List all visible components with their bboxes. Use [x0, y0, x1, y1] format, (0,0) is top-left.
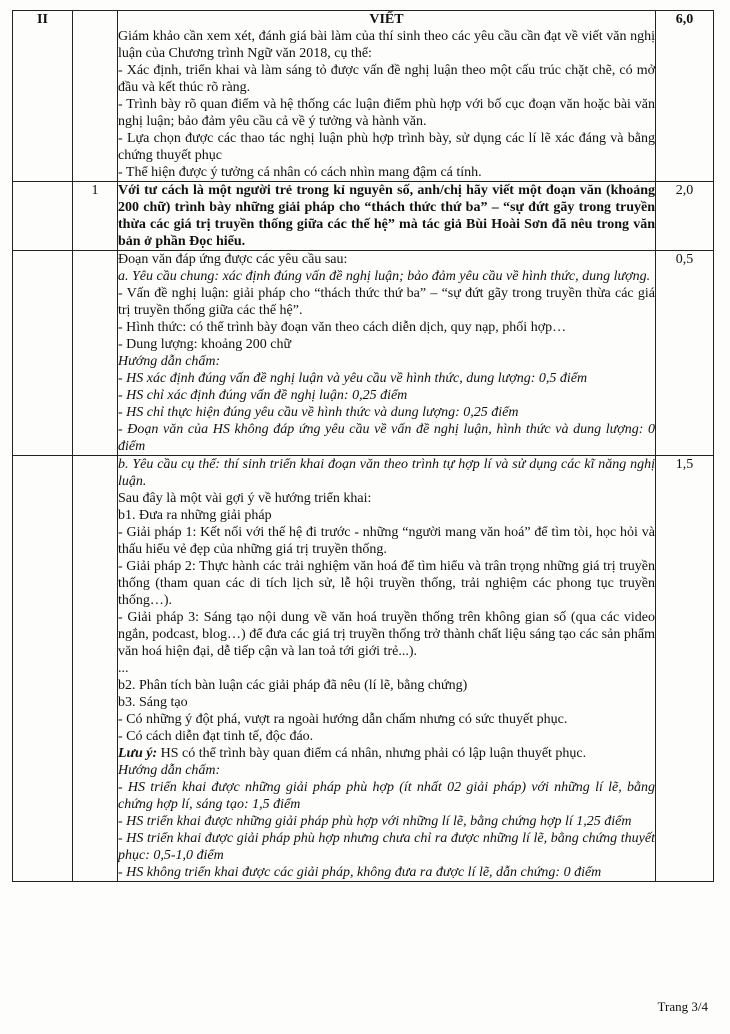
section-intro-2: - Trình bày rõ quan điểm và hệ thống các luận điểm phù hợp với bố cục đoạn văn hoặc bài văn nghị luận; bảo đảm yêu cầu cả về ý tưởng và hành văn. — [118, 97, 655, 129]
part-b-solution-1: - Giải pháp 2: Thực hành các trải nghiệm văn hoá để tìm hiểu và trân trọng những giá trị truyền thống (tham quan các di tích lịch sử, lễ hội truyền thống, trải nghiệm các phong tục truyền thống…). — [118, 559, 655, 608]
section-intro-4: - Thể hiện được ý tưởng cá nhân có cách nhìn mang đậm cá tính. — [118, 165, 482, 180]
part-a-intro: Đoạn văn đáp ứng được các yêu cầu sau: — [118, 252, 348, 267]
part-b-solution-3: ... — [118, 661, 129, 676]
part-a-guide-1: - HS chỉ xác định đúng vấn đề nghị luận: 0,25 điểm — [118, 388, 408, 403]
part-b-guide-title: Hướng dẫn chấm: — [118, 763, 221, 778]
part-b-guide-1: - HS triển khai được những giải pháp phù hợp với những lí lẽ, bằng chứng hợp lí 1,25 điểm — [118, 814, 632, 829]
part-b-note — [118, 745, 655, 762]
part-a-content — [118, 251, 656, 456]
section-points: 6,0 — [656, 11, 714, 182]
part-a-guide-0: - HS xác định đúng vấn đề nghị luận và yêu cầu về hình thức, dung lượng: 0,5 điểm — [118, 371, 588, 386]
question-prompt: Với tư cách là một người trẻ trong kỉ nguyên số, anh/chị hãy viết một đoạn văn (khoảng 200 chữ) trình bày những giải pháp cho “thách thức thứ ba” – “sự đứt gãy trong truyền thừa các giá trị truyền thống giữa các thế hệ” mà tác giả Bùi Hoài Sơn đã nêu trong văn bản ở phần Đọc hiểu. — [118, 183, 655, 249]
part-a-row — [13, 251, 714, 456]
part-a-item-1: - Hình thức: có thể trình bày đoạn văn theo cách diễn dịch, quy nạp, phối hợp… — [118, 320, 567, 335]
part-b-creativity-1: - Có cách diễn đạt tinh tế, độc đáo. — [118, 729, 314, 744]
part-b-content — [118, 456, 656, 882]
part-a-heading: a. Yêu cầu chung: xác định đúng vấn đề nghị luận; bảo đảm yêu cầu về hình thức, dung lượng. — [118, 269, 651, 284]
section-intro-0: Giám khảo cần xem xét, đánh giá bài làm của thí sinh theo các yêu cầu cần đạt về viết văn nghị luận của Chương trình Ngữ văn 2018, cụ thể: — [118, 29, 655, 61]
part-b-heading: b. Yêu cầu cụ thể: thí sinh triển khai đoạn văn theo trình tự hợp lí và sử dụng các kĩ năng nghị luận. — [118, 457, 655, 489]
section-intro-1: - Xác định, triển khai và làm sáng tỏ được vấn đề nghị luận theo một cấu trúc chặt chẽ, có mở đầu và kết thúc rõ ràng. — [118, 63, 655, 95]
question-number: 1 — [73, 182, 118, 251]
question-points: 2,0 — [656, 182, 714, 251]
part-a-guide-2: - HS chỉ thực hiện đúng yêu cầu về hình thức và dung lượng: 0,25 điểm — [118, 405, 519, 420]
section-title: VIẾT — [369, 12, 404, 27]
section-row — [13, 11, 714, 182]
part-b-points: 1,5 — [656, 456, 714, 882]
part-b-solution-2: - Giải pháp 3: Sáng tạo nội dung về văn hoá truyền thống trên không gian số (qua các video ngắn, podcast, blog…) để đưa các giá trị truyền thống trở thành chất liệu sáng tạo các sản phẩm văn hoá hiện đại, dễ tiếp cận và lan toả tới giới trẻ...). — [118, 610, 655, 659]
part-b-note-text: HS có thể trình bày quan điểm cá nhân, nhưng phải có lập luận thuyết phục. — [157, 746, 587, 761]
part-b-row — [13, 456, 714, 882]
answer-key-table — [12, 10, 714, 882]
part-b-solution-0: - Giải pháp 1: Kết nối với thế hệ đi trước - những “người mang văn hoá” để tìm tòi, học hỏi và thấu hiểu vẻ đẹp của những giá trị truyền thống. — [118, 525, 655, 557]
part-b-intro: Sau đây là một vài gợi ý về hướng triển khai: — [118, 491, 372, 506]
part-b-guide-0: - HS triển khai được những giải pháp phù hợp (ít nhất 02 giải pháp) với những lí lẽ, bằng chứng hợp lí, sáng tạo: 1,5 điểm — [118, 780, 655, 812]
part-a-guide-3: - Đoạn văn của HS không đáp ứng yêu cầu về vấn đề nghị luận, hình thức và dung lượng: 0 điểm — [118, 422, 655, 454]
part-b-creativity-0: - Có những ý đột phá, vượt ra ngoài hướng dẫn chấm nhưng có sức thuyết phục. — [118, 712, 568, 727]
part-a-item-0: - Vấn đề nghị luận: giải pháp cho “thách thức thứ ba” – “sự đứt gãy trong truyền thừa các giá trị truyền thống giữa các thế hệ”. — [118, 286, 655, 318]
section-intro-3: - Lựa chọn được các thao tác nghị luận phù hợp trình bày, sử dụng các lí lẽ xác đáng và bằng chứng thuyết phục — [118, 131, 655, 163]
section-content — [118, 11, 656, 182]
part-a-item-2: - Dung lượng: khoảng 200 chữ — [118, 337, 292, 352]
question-row — [13, 182, 714, 251]
part-b-guide-3: - HS không triển khai được các giải pháp, không đưa ra được lí lẽ, dẫn chứng: 0 điểm — [118, 865, 602, 880]
part-a-guide-title: Hướng dẫn chấm: — [118, 354, 221, 369]
part-b-note-label: Lưu ý: — [118, 746, 158, 761]
section-number: II — [13, 11, 73, 182]
part-b-guide-2: - HS triển khai được giải pháp phù hợp nhưng chưa chỉ ra được những lí lẽ, bằng chứng thuyết phục: 0,5-1,0 điểm — [118, 831, 655, 863]
part-a-points: 0,5 — [656, 251, 714, 456]
part-b-b1: b1. Đưa ra những giải pháp — [118, 508, 272, 523]
part-b-b3: b3. Sáng tạo — [118, 695, 188, 710]
part-b-b2: b2. Phân tích bàn luận các giải pháp đã nêu (lí lẽ, bằng chứng) — [118, 678, 468, 693]
page-number: Trang 3/4 — [657, 999, 708, 1014]
